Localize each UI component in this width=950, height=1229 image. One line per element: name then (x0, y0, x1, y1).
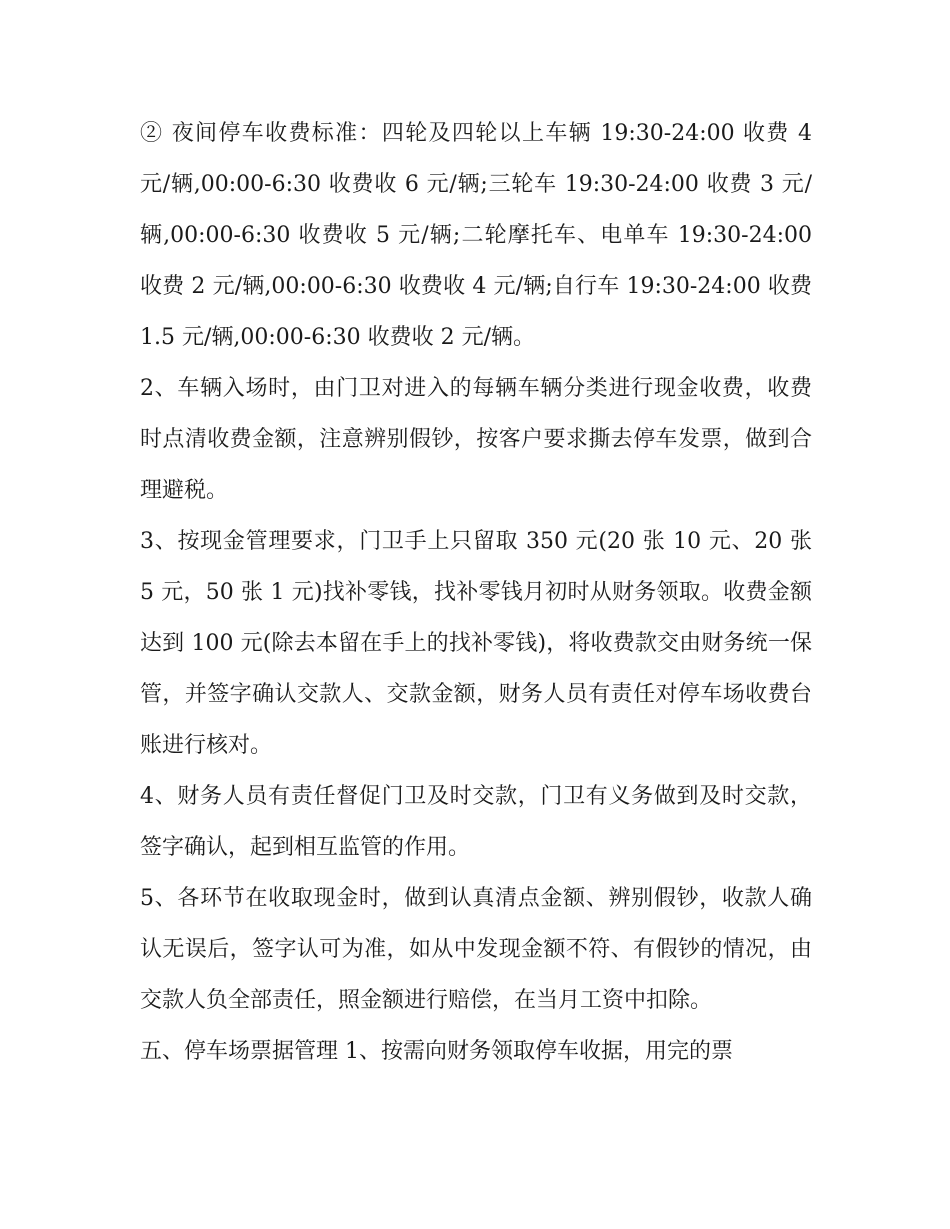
paragraph-cash-verification: 5、各环节在收取现金时，做到认真清点金额、辨别假钞，收款人确认无误后，签字认可为准，如从中发现金额不符、有假钞的情况，由交款人负全部责任，照金额进行赔偿，在当月工资中扣除。 (140, 886, 812, 1013)
paragraph-cash-management: 3、按现金管理要求，门卫手上只留取 350 元(20 张 10 元、20 张 5 元，50 张 1 元)找补零钱，找补零钱月初时从财务领取。收费金额达到 100 元(除去本留在手上的找补零钱)，将收费款交由财务统一保管，并签字确认交款人、交款金额，财务人员有责任对停车场收费台账进行核对。 (140, 529, 812, 758)
paragraph-night-parking-fees: ② 夜间停车收费标准：四轮及四轮以上车辆 19:30-24:00 收费 4 元/辆,00:00-6:30 收费收 6 元/辆;三轮车 19:30-24:00 收费 3 元/辆,00:00-6:30 收费收 5 元/辆;二轮摩托车、电单车 19:30-24:00 收费 2 元/辆,00:00-6:30 收费收 4 元/辆;自行车 19:30-24:00 收费 1.5 元/辆,00:00-6:30 收费收 2 元/辆。 (140, 121, 812, 350)
paragraph-finance-supervision: 4、财务人员有责任督促门卫及时交款，门卫有义务做到及时交款，签字确认，起到相互监管的作用。 (140, 784, 812, 860)
document-body (140, 108, 812, 1077)
paragraph-ticket-management: 五、停车场票据管理 1、按需向财务领取停车收据，用完的票 (140, 1039, 733, 1064)
paragraph-vehicle-entry: 2、车辆入场时，由门卫对进入的每辆车辆分类进行现金收费，收费时点清收费金额，注意辨别假钞，按客户要求撕去停车发票，做到合理避税。 (140, 376, 812, 503)
